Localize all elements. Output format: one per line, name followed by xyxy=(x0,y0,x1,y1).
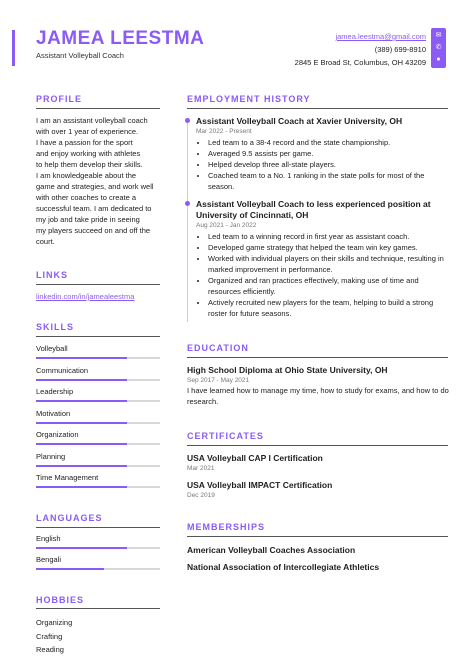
timeline-dot xyxy=(185,201,190,206)
education-date: Sep 2017 - May 2021 xyxy=(187,377,250,384)
job-title-heading: Assistant Volleyball Coach at Xavier University, OH xyxy=(196,116,403,126)
skill-item xyxy=(36,366,160,388)
language-level-fill xyxy=(36,568,104,570)
skill-level-fill xyxy=(36,486,127,488)
membership-name: American Volleyball Coaches Association xyxy=(187,545,356,555)
certificate-date: Dec 2019 xyxy=(187,492,215,499)
skill-level-fill xyxy=(36,422,127,424)
profile-line: to help them develop their skills. xyxy=(36,160,143,169)
language-item xyxy=(36,555,160,576)
phone-icon: ✆ xyxy=(435,44,442,51)
profile-line: I am an assistant volleyball coach xyxy=(36,116,148,125)
profile-heading: PROFILE xyxy=(36,94,83,104)
education-heading: EDUCATION xyxy=(187,343,249,353)
certificate-entry xyxy=(187,453,449,472)
profile-line: my players succeed on and off the xyxy=(36,226,151,235)
job-bullet: • Helped develop three all-state players. xyxy=(208,159,448,170)
skill-level-fill xyxy=(36,443,127,445)
skill-label: Leadership xyxy=(36,387,74,396)
skill-level-bar xyxy=(36,486,160,488)
skill-item xyxy=(36,344,160,366)
language-item xyxy=(36,534,160,555)
phone-number: (389) 699-8910 xyxy=(374,45,426,54)
language-label: English xyxy=(36,534,61,543)
degree-title: High School Diploma at Ohio State University, OH xyxy=(187,365,388,375)
linkedin-link[interactable]: linkedin.com/in/jamealeestma xyxy=(36,292,135,301)
certificates-heading: CERTIFICATES xyxy=(187,431,264,441)
skill-item xyxy=(36,473,160,495)
membership-entry xyxy=(187,562,449,573)
job-date: Aug 2021 - Jan 2022 xyxy=(196,222,257,229)
timeline-line xyxy=(187,118,188,322)
location-icon: ● xyxy=(436,56,441,63)
skills-heading: SKILLS xyxy=(36,322,75,332)
profile-line: I am knowledgeable about the xyxy=(36,171,137,180)
profile-line: I have a passion for the sport xyxy=(36,138,133,147)
skill-item xyxy=(36,430,160,452)
language-label: Bengali xyxy=(36,555,62,564)
skill-level-bar xyxy=(36,379,160,381)
contact-icon-strip xyxy=(431,28,446,68)
job-entry xyxy=(196,116,448,192)
skill-level-fill xyxy=(36,379,127,381)
job-bullet: • Worked with individual players on their skills and technique, resulting in marked improvement in performance. xyxy=(208,253,448,275)
language-level-bar xyxy=(36,568,160,570)
skill-level-bar xyxy=(36,443,160,445)
languages-list xyxy=(36,534,160,576)
skill-level-bar xyxy=(36,357,160,359)
language-level-bar xyxy=(36,547,160,549)
certificate-name: USA Volleyball IMPACT Certification xyxy=(187,480,333,490)
certificates-divider xyxy=(187,445,448,446)
hobby-item: Crafting xyxy=(36,631,63,641)
hobby-item: Reading xyxy=(36,645,64,654)
certificate-entry xyxy=(187,480,449,499)
membership-name: National Association of Intercollegiate Athletics xyxy=(187,562,380,572)
job-bullet: • Developed game strategy that helped the team win key games. xyxy=(208,242,448,253)
skill-label: Time Management xyxy=(36,473,99,482)
job-bullet: • Led team to a 38-4 record and the state championship. xyxy=(208,137,448,148)
language-level-fill xyxy=(36,547,127,549)
candidate-name: JAMEA LEESTMA xyxy=(36,28,205,49)
skill-label: Communication xyxy=(36,365,89,375)
contact-block xyxy=(295,30,426,69)
education-entry xyxy=(187,365,449,407)
job-bullet: • Averaged 9.5 assists per game. xyxy=(208,148,448,159)
address: 2845 E Broad St, Columbus, OH 43209 xyxy=(294,58,426,67)
employment-heading: EMPLOYMENT HISTORY xyxy=(187,94,311,104)
timeline-dot xyxy=(185,118,190,123)
hobbies-list xyxy=(36,616,72,657)
skill-level-fill xyxy=(36,357,127,359)
hobby-item: Organizing xyxy=(36,618,73,627)
job-bullet: • Actively recruited new players for the team, helping to build a strong roster for future seasons. xyxy=(208,297,448,319)
skill-label: Organization xyxy=(36,430,79,439)
job-title: Assistant Volleyball Coach xyxy=(36,51,124,60)
job-bullet: • Organized and ran practices effectively, making use of time and resources efficiently. xyxy=(208,275,448,297)
education-description: I have learned how to manage my time, how to study for exams, and how to do research. xyxy=(187,386,449,406)
job-entry xyxy=(196,199,448,319)
job-bullet: • Led team to a winning record in first year as assistant coach. xyxy=(208,231,448,242)
profile-line: my job and take pride in seeing xyxy=(36,215,140,224)
profile-line: and enjoy working with athletes xyxy=(36,149,141,158)
profile-line: with over 1 year of experience. xyxy=(36,127,139,136)
header-accent-bar xyxy=(12,30,15,66)
profile-line: game and strategies, and work well xyxy=(36,182,154,191)
profile-divider xyxy=(36,108,160,109)
membership-entry xyxy=(187,545,449,556)
memberships-heading: MEMBERSHIPS xyxy=(187,522,266,532)
job-date: Mar 2022 - Present xyxy=(196,128,252,135)
languages-heading: LANGUAGES xyxy=(36,513,103,523)
skill-label: Motivation xyxy=(36,408,71,418)
certificate-name: USA Volleyball CAP I Certification xyxy=(187,453,323,463)
profile-line: with other coaches to create a xyxy=(36,193,137,202)
email-link[interactable]: jamea.leestma@gmail.com xyxy=(335,32,426,41)
skill-level-bar xyxy=(36,400,160,402)
employment-divider xyxy=(187,108,448,109)
profile-summary xyxy=(36,115,160,247)
skill-level-bar xyxy=(36,422,160,424)
languages-divider xyxy=(36,527,160,528)
profile-line: court. xyxy=(36,237,55,246)
email-icon: ✉ xyxy=(435,32,442,39)
skills-divider xyxy=(36,336,160,337)
job-title-heading: Assistant Volleyball Coach to less experienced position at University of Cincinnati, OH xyxy=(196,199,431,220)
profile-line: successful team. I am dedicated to xyxy=(36,204,152,213)
skill-level-bar xyxy=(36,465,160,467)
links-divider xyxy=(36,284,160,285)
education-divider xyxy=(187,357,448,358)
skill-label: Volleyball xyxy=(36,344,68,353)
memberships-divider xyxy=(187,536,448,537)
skills-list xyxy=(36,344,160,495)
skill-item xyxy=(36,452,160,474)
skill-level-fill xyxy=(36,465,127,467)
job-bullets xyxy=(196,137,448,192)
skill-item xyxy=(36,387,160,409)
skill-level-fill xyxy=(36,400,127,402)
job-bullets xyxy=(196,231,448,319)
skill-label: Planning xyxy=(36,451,66,461)
hobbies-heading: HOBBIES xyxy=(36,595,85,605)
links-heading: LINKS xyxy=(36,270,68,280)
hobbies-divider xyxy=(36,608,160,609)
certificate-date: Mar 2021 xyxy=(187,465,215,472)
skill-item xyxy=(36,409,160,431)
job-bullet: • Coached team to a No. 1 ranking in the state polls for most of the season. xyxy=(208,170,448,192)
